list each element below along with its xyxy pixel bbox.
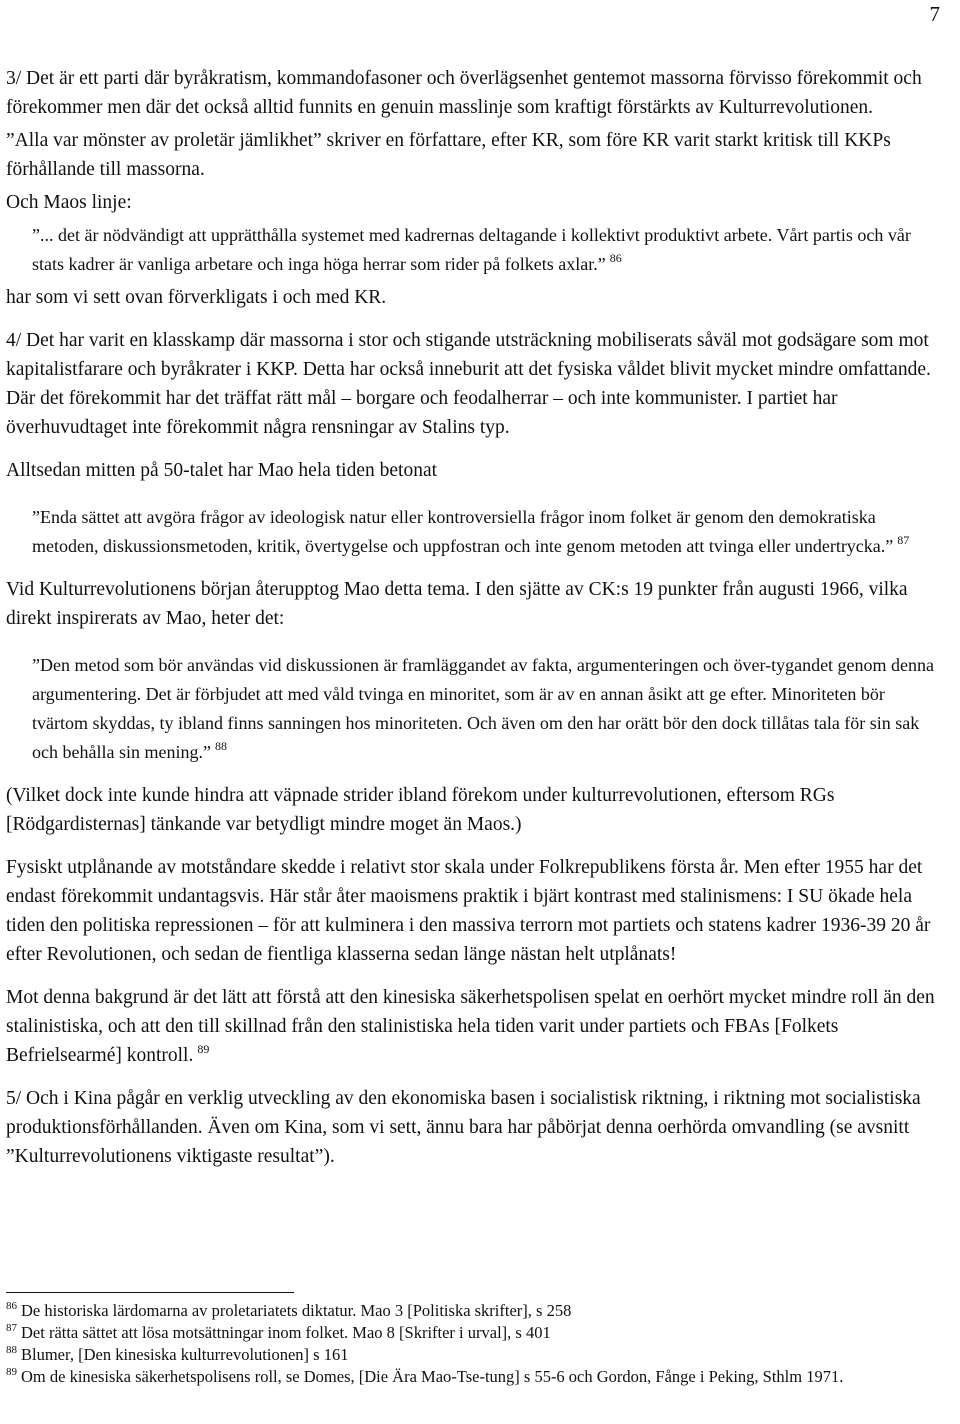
blockquote-democratic-method bbox=[32, 503, 936, 561]
quote-text: ”... det är nödvändigt att upprätthålla systemet med kadrernas deltagande i kollektivt produktivt arbete. Vårt partis och vår stats kadrer är vanliga arbetare och inga höga herrar som rider på folkets axlar.” bbox=[32, 225, 911, 274]
paragraph-mao-line-intro: Och Maos linje: bbox=[6, 192, 132, 213]
footnote-89 bbox=[6, 1366, 936, 1388]
footnote-87 bbox=[6, 1322, 936, 1344]
footnote-divider bbox=[6, 1292, 294, 1293]
blockquote-cadres bbox=[32, 221, 936, 279]
footnote-text: Det rätta sättet att lösa motsättningar inom folket. Mao 8 [Skrifter i urval], s 401 bbox=[21, 1323, 551, 1342]
footnote-ref-86[interactable]: 86 bbox=[609, 251, 622, 265]
footnote-number: 86 bbox=[6, 1300, 17, 1312]
footnote-number: 87 bbox=[6, 1322, 17, 1334]
paragraph-point-3: 3/ Det är ett parti där byråkratism, kommandofasoner och överlägsenhet gentemot massorna förvisso förekommit och förekommer men där det också alltid funnits en genuin masslinje som kraftigt förstärkts av Kulturrevolutionen. bbox=[6, 68, 922, 118]
paragraph-point-4: 4/ Det har varit en klasskamp där massorna i stor och stigande utsträckning mobiliserats såväl mot godsägare som mot kapitalistfarare och byråkrater i KKP. Detta har också inneburit att det fysiska våldet blivit mycket mindre omfattande. Där det förekommit har det träffat rätt mål – borgare och feodalherrar – och inte kommunister. I partiet har överhuvudtaget inte förekommit några rensningar av Stalins typ. bbox=[6, 330, 931, 438]
paragraph-text: Mot denna bakgrund är det lätt att förstå att den kinesiska säkerhetspolisen spelat en oerhört mycket mindre roll än den stalinistiska, och att den till skillnad från den stalinistiska hela tiden varit under partiets och FBAs [Folkets Befrielsearmé] kontroll. bbox=[6, 987, 935, 1066]
page-number: 7 bbox=[929, 2, 940, 26]
footnote-ref-89[interactable]: 89 bbox=[197, 1042, 210, 1056]
document-body bbox=[6, 64, 936, 1171]
paragraph-security-police bbox=[6, 983, 936, 1070]
footnote-ref-88[interactable]: 88 bbox=[214, 739, 227, 753]
footnote-ref-87[interactable]: 87 bbox=[897, 533, 910, 547]
footnote-number: 88 bbox=[6, 1344, 17, 1356]
footnote-text: Blumer, [Den kinesiska kulturrevolutionen] s 161 bbox=[21, 1345, 349, 1364]
footnote-number: 89 bbox=[6, 1366, 17, 1378]
quote-text: ”Enda sättet att avgöra frågor av ideologisk natur eller kontroversiella frågor inom folket är genom den demokratiska metoden, diskussionsmetoden, kritik, övertygelse och uppfostran och inte genom metoden att tvinga eller undertrycka.” bbox=[32, 507, 894, 556]
paragraph-point-5: 5/ Och i Kina pågår en verklig utveckling av den ekonomiska basen i socialistisk riktning, i riktning mot socialistiska produktionsförhållanden. Även om Kina, som vi sett, ännu bara har påbörjat denna oerhörda omvandling (se avsnitt ”Kulturrevolutionens viktigaste resultat”). bbox=[6, 1088, 921, 1167]
footnote-88 bbox=[6, 1344, 936, 1366]
paragraph-cultural-revolution-theme: Vid Kulturrevolutionens början återupptog Mao detta tema. I den sjätte av CK:s 19 punkter från augusti 1966, vilka direkt inspirerats av Mao, heter det: bbox=[6, 579, 908, 629]
footnote-text: Om de kinesiska säkerhetspolisens roll, se Domes, [Die Ära Mao-Tse-tung] s 55-6 och Gordon, Fånge i Peking, Sthlm 1971. bbox=[21, 1367, 844, 1386]
footnote-text: De historiska lärdomarna av proletariatets diktatur. Mao 3 [Politiska skrifter], s 258 bbox=[21, 1301, 572, 1320]
paragraph-physical-elimination: Fysiskt utplånande av motståndare skedde i relativt stor skala under Folkrepublikens första år. Men efter 1955 har det endast förekommit undantagsvis. Här står åter maoismens praktik i bjärt kontrast med stalinismens: I SU ökade hela tiden den politiska repressionen – för att kulminera i den massiva terrorn mot partiets och statens kadrer 1936-39 20 år efter Revolutionen, och sedan de fientliga klasserna sedan länge nästan helt utplånats! bbox=[6, 857, 931, 965]
footnote-86 bbox=[6, 1300, 936, 1322]
blockquote-discussion-method bbox=[32, 651, 936, 767]
paragraph-realized: har som vi sett ovan förverkligats i och med KR. bbox=[6, 287, 387, 308]
paragraph-mao-emphasis: Alltsedan mitten på 50-talet har Mao hela tiden betonat bbox=[6, 460, 438, 481]
footnotes bbox=[6, 1300, 936, 1388]
paragraph-armed-struggles: (Vilket dock inte kunde hindra att väpnade strider ibland förekom under kulturrevolutionen, eftersom RGs [Rödgardisternas] tänkande var betydligt mindre moget än Maos.) bbox=[6, 785, 835, 835]
paragraph-quote-equality: ”Alla var mönster av proletär jämlikhet” skriver en författare, efter KR, som före KR varit starkt kritisk till KKPs förhållande till massorna. bbox=[6, 130, 891, 180]
quote-text: ”Den metod som bör användas vid diskussionen är framläggandet av fakta, argumenteringen och över-tygandet genom denna argumentering. Det är förbjudet att med våld tvinga en minoritet, som är av en annan åsikt att ge efter. Minoriteten bör tvärtom skyddas, ty ibland finns sanningen hos minoriteten. Och även om den har orätt bör den dock tillåtas tala för sin sak och behålla sin mening.” bbox=[32, 655, 935, 762]
